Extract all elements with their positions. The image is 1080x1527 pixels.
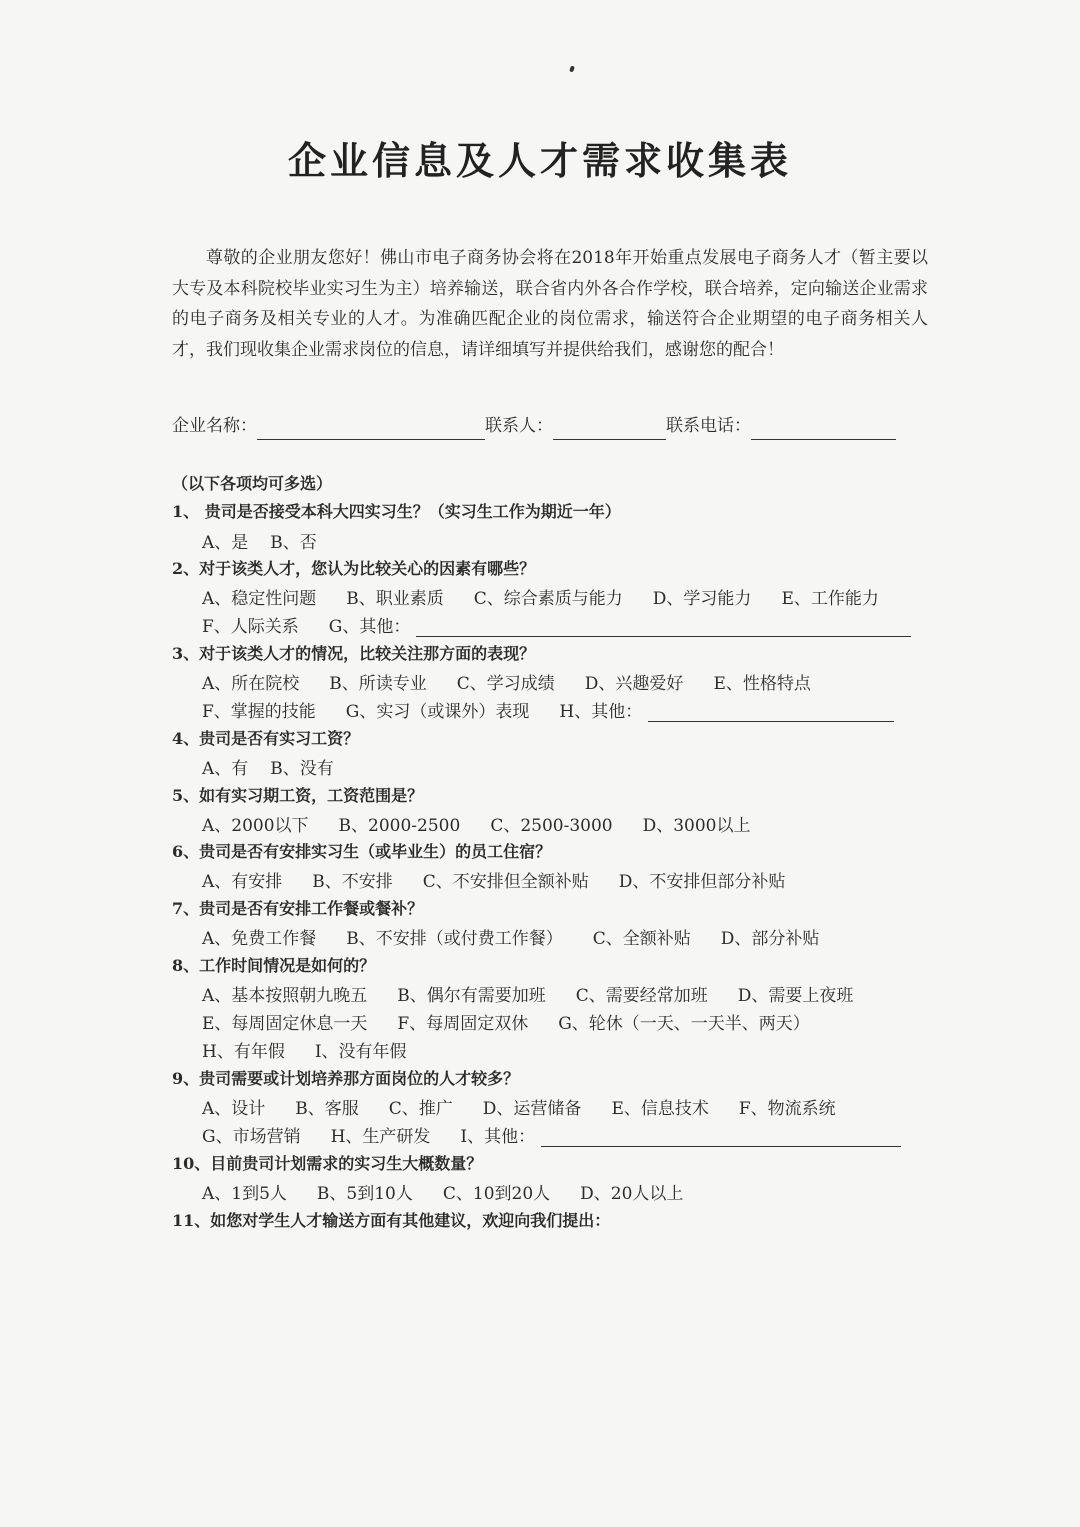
page-title: 企业信息及人才需求收集表 <box>287 138 792 183</box>
option[interactable]: A、2000以下 <box>202 816 309 836</box>
option[interactable]: F、掌握的技能 <box>202 702 316 722</box>
option[interactable]: G、轮休（一天、一天半、两天） <box>558 1014 810 1034</box>
question-7: 7、贵司是否有安排工作餐或餐补？ <box>172 899 424 918</box>
company-name-field[interactable] <box>257 419 485 440</box>
question-2-options-row-1 <box>202 584 879 609</box>
question-9-options-row-1 <box>202 1094 836 1119</box>
option[interactable]: B、2000-2500 <box>338 816 461 836</box>
company-label: 企业名称： <box>172 416 257 436</box>
option[interactable]: D、20人以上 <box>580 1184 684 1204</box>
ink-speck <box>569 65 575 72</box>
option[interactable]: F、每周固定双休 <box>397 1014 529 1034</box>
option[interactable]: A、基本按照朝九晚五 <box>202 986 368 1006</box>
question-8-options-row-3 <box>202 1037 437 1062</box>
option[interactable]: B、否 <box>270 533 317 553</box>
option[interactable]: B、客服 <box>295 1099 359 1119</box>
option[interactable]: C、推广 <box>388 1099 453 1119</box>
question-5: 5、如有实习期工资，工资范围是？ <box>172 786 424 805</box>
question-6: 6、贵司是否有安排实习生（或毕业生）的员工住宿？ <box>172 842 552 861</box>
option[interactable]: A、1到5人 <box>202 1184 287 1204</box>
option[interactable]: D、兴趣爱好 <box>584 674 684 694</box>
option[interactable]: D、运营储备 <box>482 1099 582 1119</box>
question-1-options <box>202 528 347 553</box>
option[interactable]: G、实习（或课外）表现 <box>345 702 530 722</box>
multi-select-note: （以下各项均可多选） <box>172 474 333 493</box>
other-answer-line[interactable] <box>648 703 894 722</box>
intro-paragraph: 尊敬的企业朋友您好！佛山市电子商务协会将在2018年开始重点发展电子商务人才（暂主要以大专及本科院校毕业实习生为主）培养输送，联合省内外各合作学校，联合培养，定向输送企业需求的电子商务及相关专业的人才。为准确匹配企业的岗位需求，输送符合企业期望的电子商务相关人才，我们现收集企业需求岗位的信息，请详细填写并提供给我们，感谢您的配合！ <box>172 248 928 360</box>
question-9-options-row-2 <box>202 1122 901 1147</box>
option[interactable]: B、不安排 <box>312 872 393 892</box>
option[interactable]: H、有年假 <box>202 1042 285 1062</box>
option[interactable]: G、市场营销 <box>202 1127 301 1147</box>
question-4: 4、贵司是否有实习工资？ <box>172 729 360 748</box>
question-7-options <box>202 924 849 949</box>
option[interactable]: D、学习能力 <box>652 589 752 609</box>
question-3-options-row-1 <box>202 669 811 694</box>
option[interactable]: C、需要经常加班 <box>575 986 708 1006</box>
question-11: 11、如您对学生人才输送方面有其他建议，欢迎向我们提出： <box>172 1211 611 1230</box>
option[interactable]: F、物流系统 <box>738 1099 836 1119</box>
question-2-options-row-2 <box>202 612 911 637</box>
question-3: 3、对于该类人才的情况，比较关注那方面的表现？ <box>172 644 536 663</box>
question-9: 9、贵司需要或计划培养那方面岗位的人才较多？ <box>172 1069 520 1088</box>
option[interactable]: D、部分补贴 <box>720 929 820 949</box>
other-answer-line[interactable] <box>541 1128 901 1147</box>
option[interactable]: I、其他： <box>460 1127 536 1147</box>
option[interactable]: E、信息技术 <box>611 1099 709 1119</box>
option[interactable]: A、免费工作餐 <box>202 929 317 949</box>
option[interactable]: C、综合素质与能力 <box>473 589 623 609</box>
question-6-options <box>202 867 815 892</box>
option[interactable]: A、有 <box>202 759 249 779</box>
option[interactable]: G、其他： <box>328 617 411 637</box>
question-10-options <box>202 1179 713 1204</box>
option[interactable]: C、不安排但全额补贴 <box>422 872 589 892</box>
option[interactable]: A、是 <box>202 533 249 553</box>
question-5-options <box>202 811 781 836</box>
option[interactable]: B、偶尔有需要加班 <box>397 986 546 1006</box>
option[interactable]: D、需要上夜班 <box>737 986 854 1006</box>
option[interactable]: A、稳定性问题 <box>202 589 317 609</box>
option[interactable]: B、所读专业 <box>329 674 427 694</box>
question-8-options-row-1 <box>202 981 883 1006</box>
option[interactable]: C、2500-3000 <box>490 816 613 836</box>
question-3-options-row-2 <box>202 697 894 722</box>
contact-person-label: 联系人： <box>485 416 553 436</box>
option[interactable]: B、没有 <box>270 759 334 779</box>
question-4-options <box>202 754 364 779</box>
option[interactable]: C、全额补贴 <box>592 929 691 949</box>
option[interactable]: C、10到20人 <box>442 1184 551 1204</box>
question-8-options-row-2 <box>202 1009 840 1034</box>
question-8: 8、工作时间情况是如何的？ <box>172 956 376 975</box>
contact-fields <box>172 412 928 440</box>
option[interactable]: H、生产研发 <box>330 1127 431 1147</box>
option[interactable]: A、有安排 <box>202 872 283 892</box>
option[interactable]: A、所在院校 <box>202 674 300 694</box>
option[interactable]: E、性格特点 <box>713 674 811 694</box>
question-1: 1、 贵司是否接受本科大四实习生？（实习生工作为期近一年） <box>172 502 621 521</box>
option[interactable]: D、3000以上 <box>642 816 751 836</box>
question-10: 10、目前贵司计划需求的实习生大概数量？ <box>172 1154 483 1173</box>
option[interactable]: F、人际关系 <box>202 617 299 637</box>
option[interactable]: A、设计 <box>202 1099 266 1119</box>
question-2: 2、对于该类人才，您认为比较关心的因素有哪些？ <box>172 559 536 578</box>
option[interactable]: D、不安排但部分补贴 <box>618 872 786 892</box>
contact-person-field[interactable] <box>553 419 666 440</box>
option[interactable]: B、不安排（或付费工作餐） <box>346 929 563 949</box>
phone-field[interactable] <box>751 419 896 440</box>
option[interactable]: B、职业素质 <box>346 589 444 609</box>
phone-label: 联系电话： <box>666 416 751 436</box>
option[interactable]: B、5到10人 <box>316 1184 413 1204</box>
option[interactable]: H、其他： <box>559 702 643 722</box>
option[interactable]: E、每周固定休息一天 <box>202 1014 368 1034</box>
option[interactable]: I、没有年假 <box>314 1042 407 1062</box>
option[interactable]: E、工作能力 <box>781 589 879 609</box>
other-answer-line[interactable] <box>416 618 911 637</box>
option[interactable]: C、学习成绩 <box>456 674 555 694</box>
